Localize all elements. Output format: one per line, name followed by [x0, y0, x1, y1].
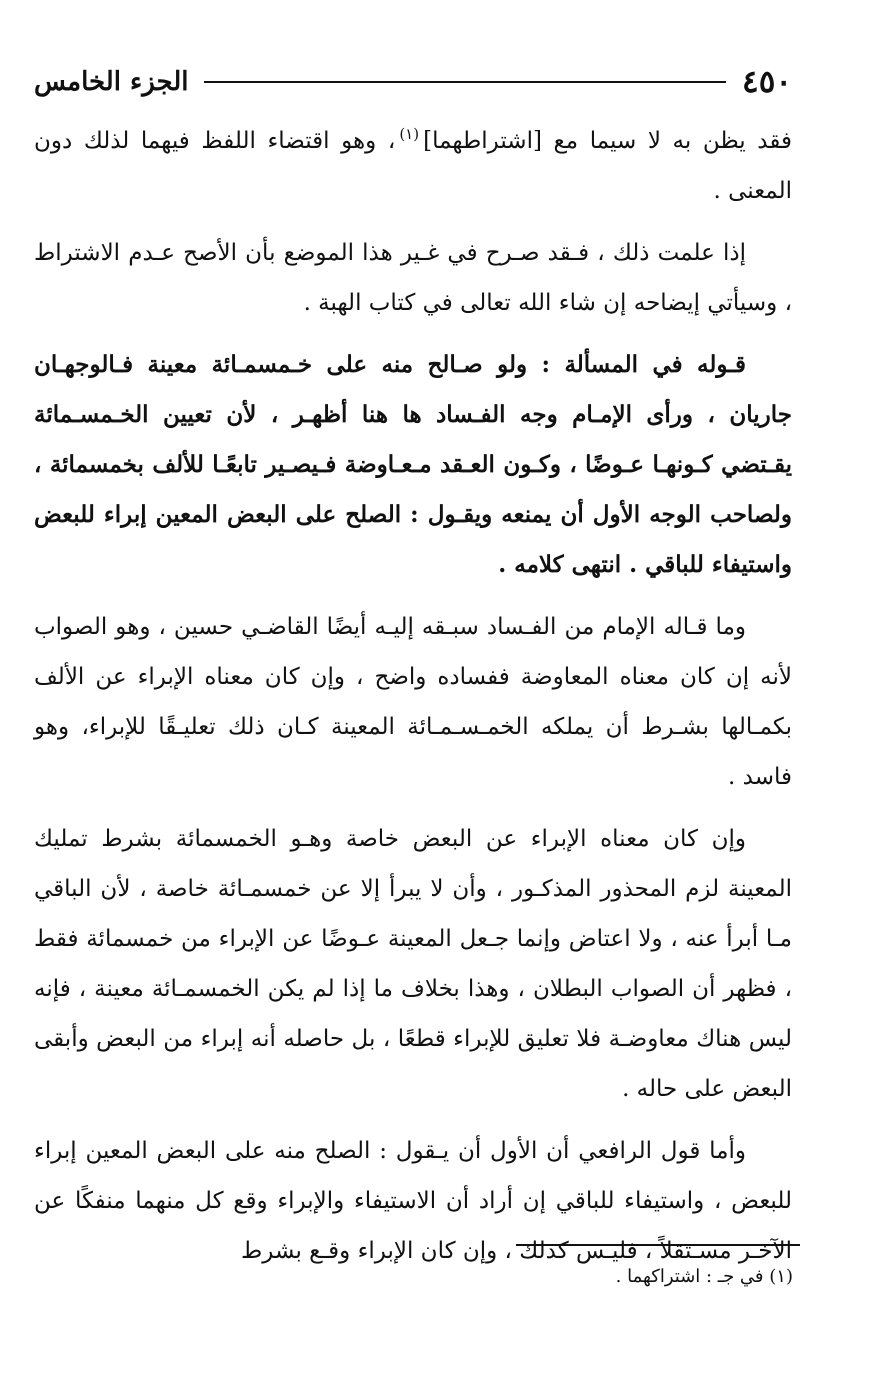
quoted-paragraph: قـوله في المسألة : ولو صـالح منه على خـمسمـائة معينة فـالوجهـان جاريان ، ورأى الإمـام وجه الفـساد ها هنا أظهـر ، لأن تعيين الخـمسـمائة يقـتضي كـونهـا عـوضًا ، وكـون العـقد مـعـاوضة فـيصـير تابعًـا للألف بخمسمائة ، ولصاحب الوجه الأول أن يمنعه ويقـول : الصلح على البعض المعين إبراء للبعض واستيفاء للباقي . انتهى كلامه .: [34, 351, 792, 578]
paragraph-1: [34, 116, 792, 216]
body-text: [34, 116, 792, 1288]
header-rule: [204, 81, 726, 83]
paragraph-6: وأما قول الرافعي أن الأول أن يـقول : الصلح منه على البعض المعين إبراء للبعض ، واستيفاء للباقي إن أراد أن الاستيفاء والإبراء وقع كل منهما منفكًا عن الآخـر مسـتقلاً ، فليـس كذلك ، وإن كان الإبراء وقـع بشرط: [34, 1138, 792, 1264]
page-number: ٤٥٠: [742, 64, 792, 100]
paragraph-2: إذا علمت ذلك ، فـقد صـرح في غـير هذا الموضع بأن الأصح عـدم الاشتراط ، وسيأتي إيضاحه إن شاء الله تعالى في كتاب الهبة .: [34, 240, 792, 316]
paragraph-5: وإن كان معناه الإبراء عن البعض خاصة وهـو الخمسمائة بشرط تمليك المعينة لزم المحذور المذكـور ، وأن لا يبرأ إلا عن خمسمـائة خاصة ، لأن الباقي مـا أبرأ عنه ، ولا اعتاض وإنما جـعل المعينة عـوضًا عن الإبراء من خمسمائة فقط ، فظهر أن الصواب البطلان ، وهذا بخلاف ما إذا لم يكن الخمسمـائة معينة ، فإنه ليس هناك معاوضـة فلا تعليق للإبراء قطعًا ، بل حاصله أنه إبراء من البعض وأبقى البعض على حاله .: [34, 826, 792, 1102]
paragraph-text: فقد يظن به لا سيما مع [اشتراطهما]: [423, 128, 792, 154]
paragraph-text: ، وهو اقتضاء اللفظ فيهما لذلك دون المعنى .: [34, 128, 792, 204]
page-header: [34, 60, 792, 104]
footnote-rule: [516, 1244, 800, 1246]
footnote-reference: (١): [399, 125, 420, 144]
footnote: (١) في جـ : اشتراكهما .: [615, 1266, 793, 1287]
paragraph-4: وما قـاله الإمام من الفـساد سبـقه إليـه أيضًا القاضـي حسين ، وهو الصواب لأنه إن كان معناه المعاوضة ففساده واضح ، وإن كان معناه الإبراء عن الألف بكمـالها بشـرط أن يملكه الخمـسـمـائة المعينة كـان ذلك تعليـقًا للإبراء، وهو فاسد .: [34, 614, 792, 790]
running-head: الجزء الخامس: [34, 67, 189, 97]
